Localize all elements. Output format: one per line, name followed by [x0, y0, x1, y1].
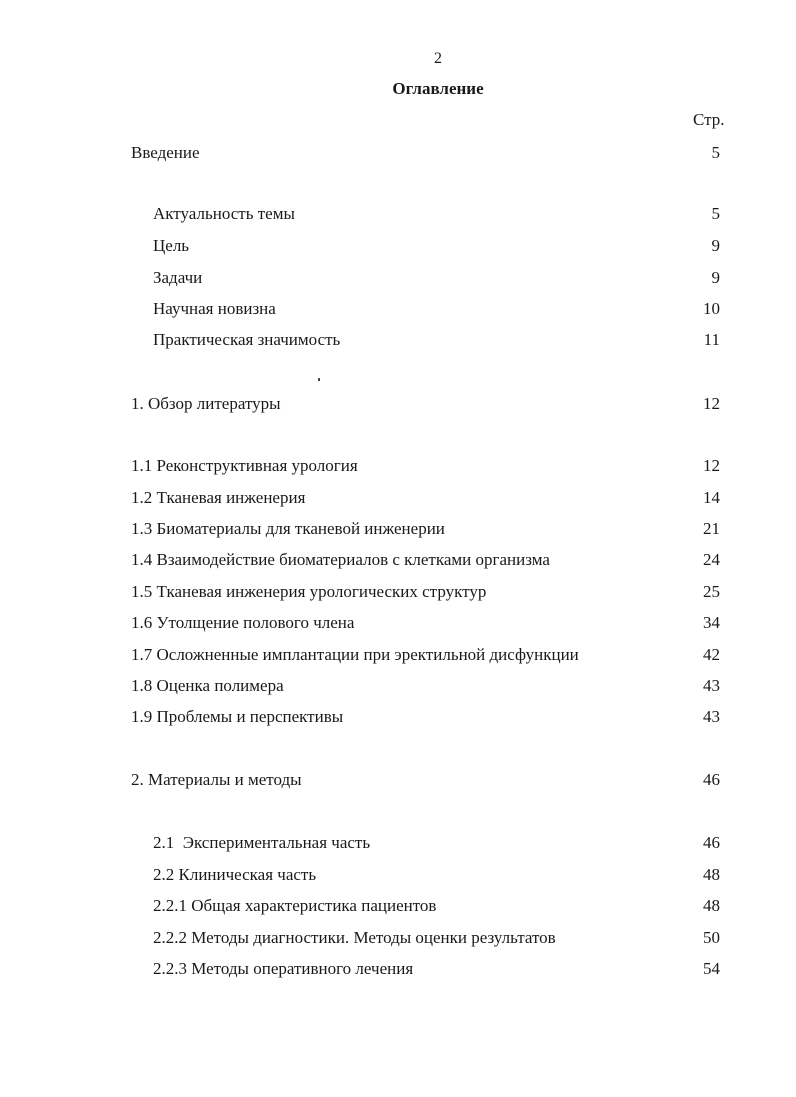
toc-entry-page: 43: [703, 707, 720, 726]
toc-entry-label: Научная новизна: [153, 299, 276, 318]
toc-entry-label: 1.1 Реконструктивная урология: [131, 456, 358, 475]
toc-entry-page: 46: [703, 770, 720, 789]
scan-speck: [318, 378, 320, 381]
toc-entry-2-2-1: [0, 896, 796, 918]
toc-entry-page: 48: [703, 896, 720, 915]
toc-entry-label: 2.2.2 Методы диагностики. Методы оценки результатов: [153, 928, 556, 947]
toc-entry-goal: [0, 236, 796, 258]
toc-entry-page: 34: [703, 613, 720, 632]
toc-entry-label: 2.1 Экспериментальная часть: [153, 833, 371, 852]
toc-entry-label: Практическая значимость: [153, 330, 341, 349]
toc-entry-label: 2.2.1 Общая характеристика пациентов: [153, 896, 437, 915]
toc-entry-page: 11: [703, 330, 720, 349]
toc-entry-1-5: [0, 582, 796, 604]
toc-entry-1-9: [0, 707, 796, 729]
toc-entry-page: 42: [703, 645, 720, 664]
toc-entry-page: 21: [703, 519, 720, 538]
toc-entry-page: 5: [711, 204, 720, 223]
page-number: 2: [434, 50, 442, 67]
toc-entry-tasks: [0, 268, 796, 290]
toc-entry-label: 1.5 Тканевая инженерия урологических структур: [131, 582, 487, 601]
toc-entry-page: 50: [703, 928, 720, 947]
toc-entry-label: 2.2 Клиническая часть: [153, 865, 317, 884]
toc-entry-label: 1.7 Осложненные имплантации при эректильной дисфункции: [131, 645, 579, 664]
toc-entry-label: 1.6 Утолщение полового члена: [131, 613, 355, 632]
toc-entry-page: 54: [703, 959, 720, 978]
toc-entry-label: Задачи: [153, 268, 203, 287]
toc-entry-page: 10: [703, 299, 720, 318]
toc-entry-1-6: [0, 613, 796, 635]
toc-entry-label: 1.4 Взаимодействие биоматериалов с клетками организма: [131, 550, 550, 569]
toc-entry-1-1: [0, 456, 796, 478]
toc-entry-label: 2.2.3 Методы оперативного лечения: [153, 959, 414, 978]
toc-entry-page: 9: [711, 268, 720, 287]
toc-entry-label: 1.2 Тканевая инженерия: [131, 488, 306, 507]
toc-entry-1-4: [0, 550, 796, 572]
toc-entry-introduction: [0, 143, 796, 165]
toc-entry-chapter-2: [0, 770, 796, 792]
toc-entry-practical-significance: [0, 330, 796, 352]
toc-entry-label: Введение: [131, 143, 200, 162]
toc-entry-2-1: [0, 833, 796, 855]
toc-entry-page: 9: [711, 236, 720, 255]
toc-entry-label: 1.3 Биоматериалы для тканевой инженерии: [131, 519, 445, 538]
toc-entry-page: 25: [703, 582, 720, 601]
toc-entry-novelty: [0, 299, 796, 321]
toc-entry-label: Актуальность темы: [153, 204, 295, 223]
toc-entry-chapter-1: [0, 394, 796, 416]
toc-entry-relevance: [0, 204, 796, 226]
toc-entry-label: 1.9 Проблемы и перспективы: [131, 707, 344, 726]
toc-entry-1-2: [0, 488, 796, 510]
toc-entry-2-2: [0, 865, 796, 887]
pages-column-header: Стр.: [693, 110, 725, 129]
toc-entry-page: 14: [703, 488, 720, 507]
toc-entry-label: 1. Обзор литературы: [131, 394, 281, 413]
toc-entry-page: 24: [703, 550, 720, 569]
toc-entry-page: 5: [711, 143, 720, 162]
toc-entry-label: 1.8 Оценка полимера: [131, 676, 284, 695]
toc-entry-page: 48: [703, 865, 720, 884]
toc-entry-page: 12: [703, 394, 720, 413]
toc-entry-label: 2. Материалы и методы: [131, 770, 302, 789]
toc-entry-2-2-3: [0, 959, 796, 981]
toc-entry-2-2-2: [0, 928, 796, 950]
toc-entry-1-7: [0, 645, 796, 667]
toc-entry-page: 12: [703, 456, 720, 475]
toc-entry-page: 43: [703, 676, 720, 695]
toc-entry-1-8: [0, 676, 796, 698]
toc-entry-label: Цель: [153, 236, 190, 255]
toc-entry-page: 46: [703, 833, 720, 852]
toc-entry-1-3: [0, 519, 796, 541]
toc-title: Оглавление: [392, 79, 484, 98]
